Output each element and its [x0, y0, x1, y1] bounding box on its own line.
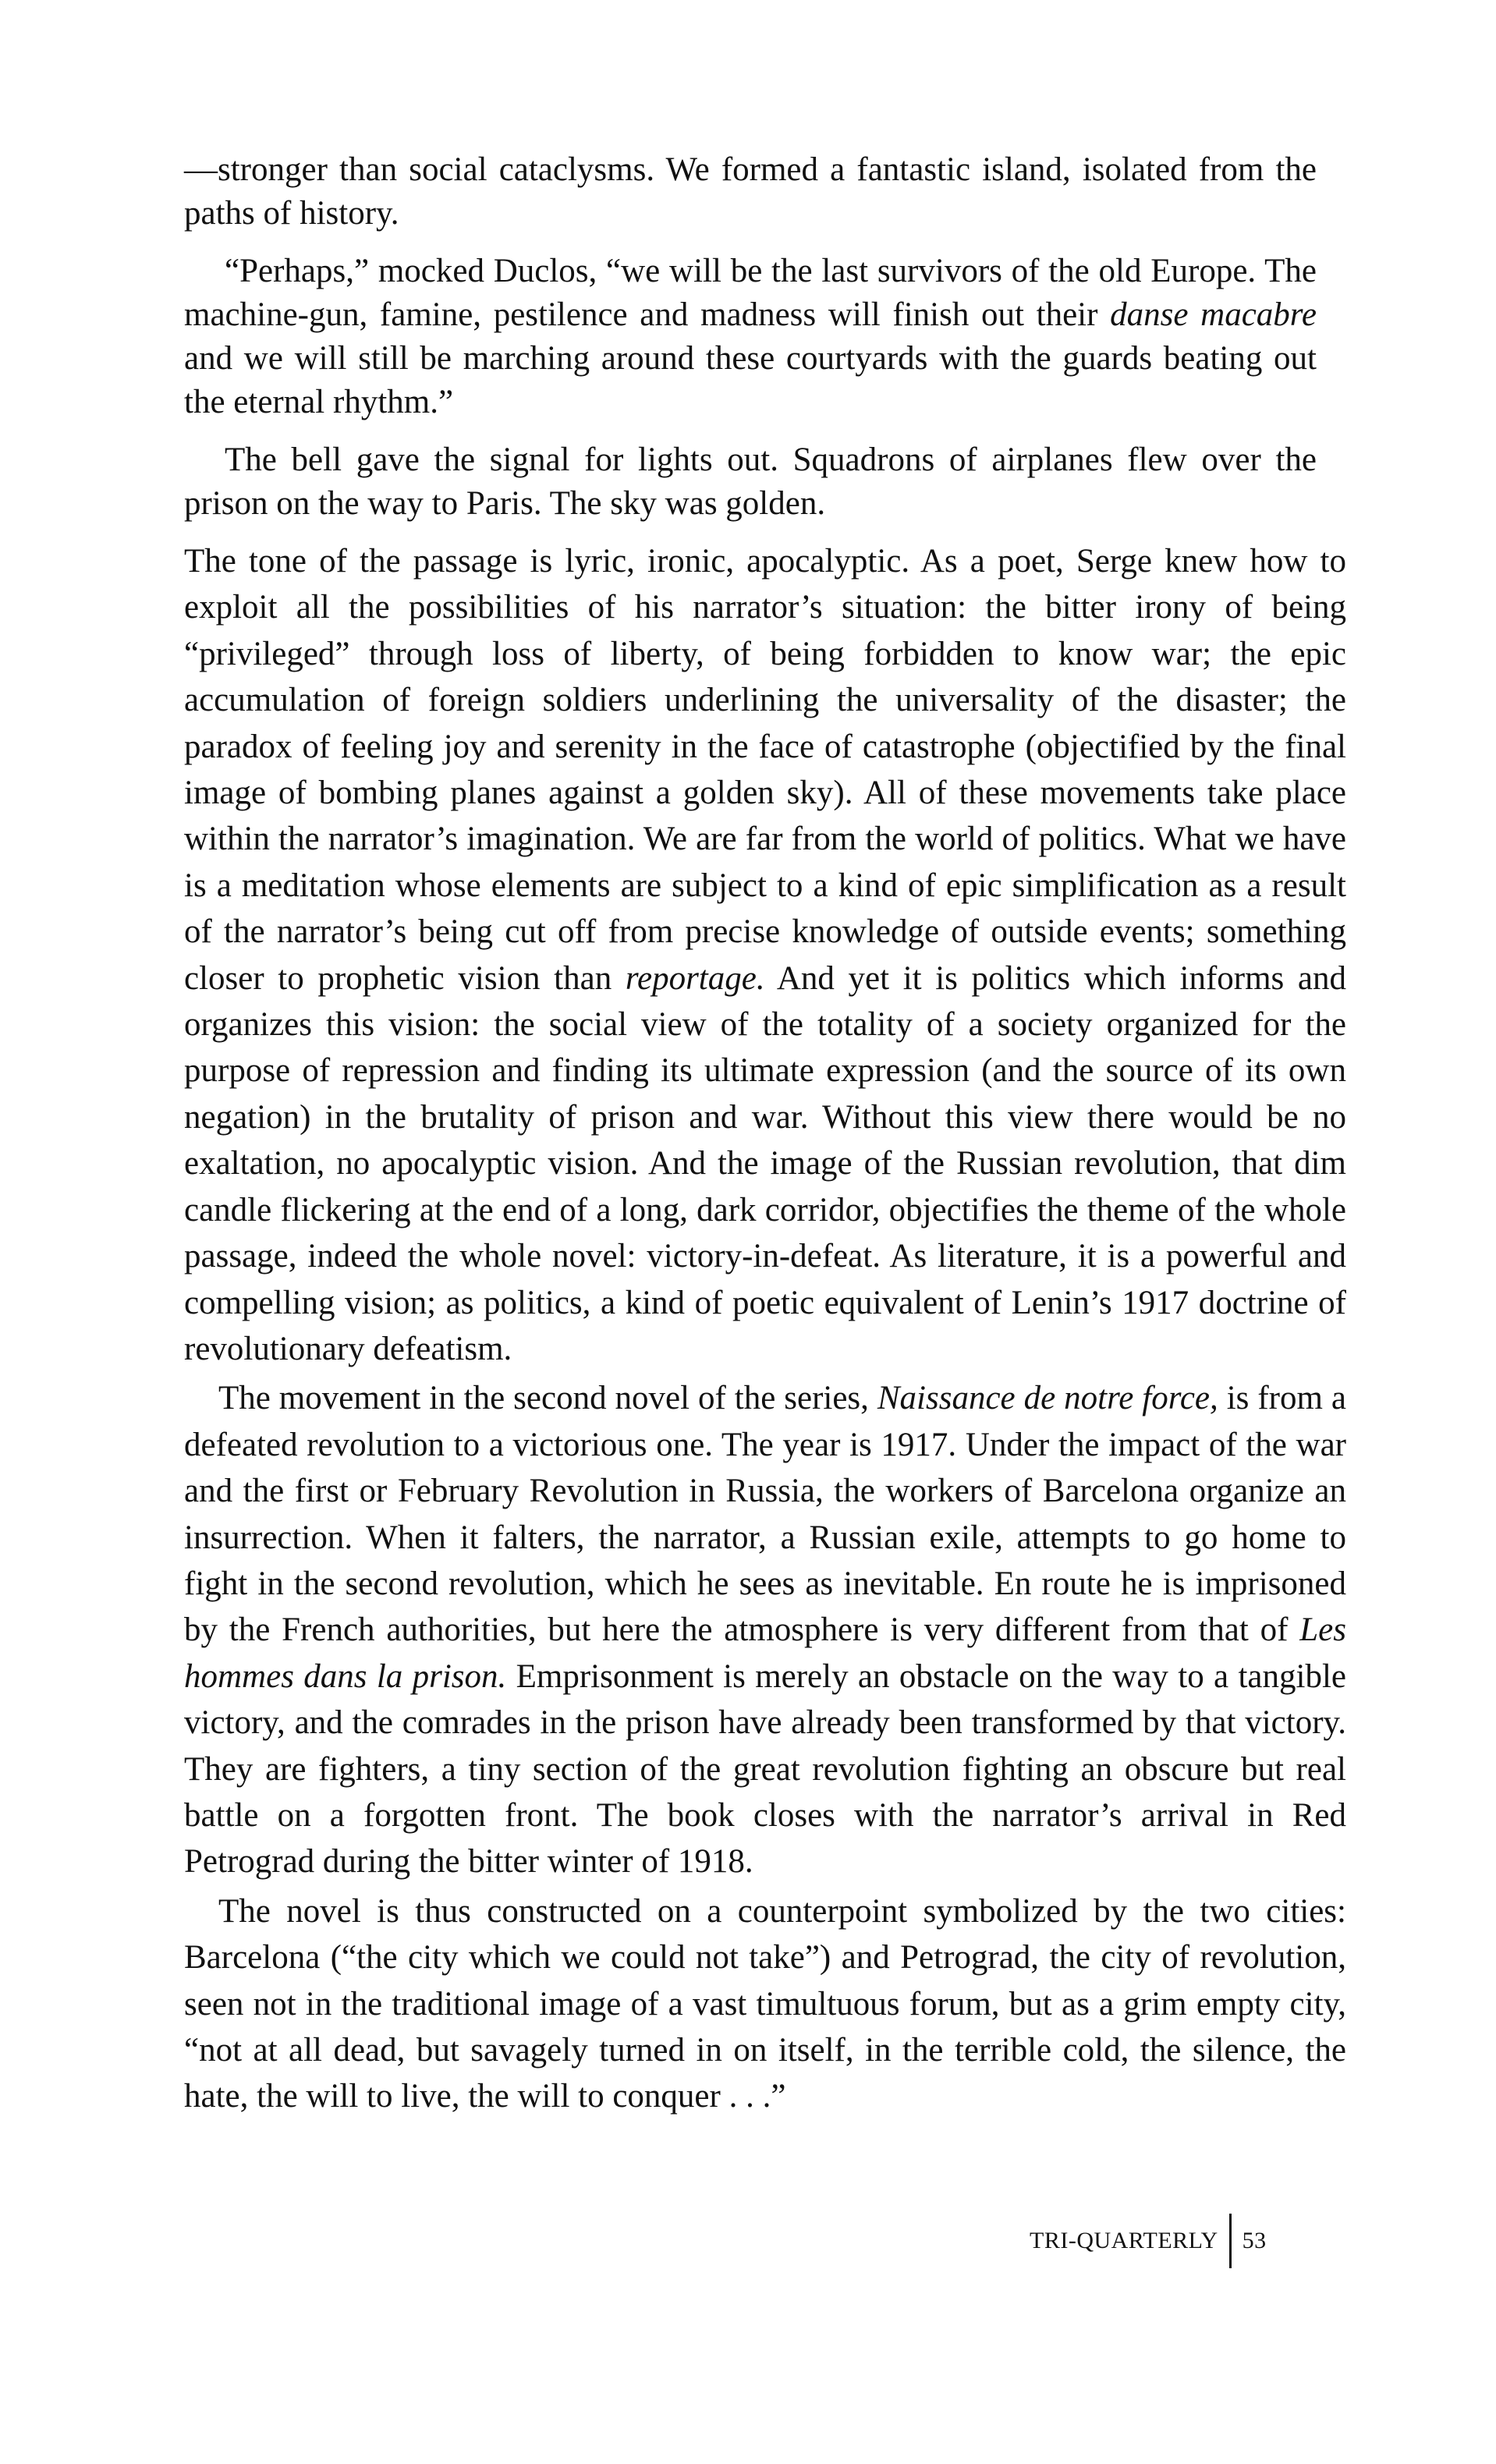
text-run: Emprisonment is merely an obstacle on the way to a tangible victory, and the comrades in the prison have already been transformed by that victory. They are fighters, a tiny section of the great revolution fighting an obscure but real battle on a forgotten front. The book closes with the narrator’s arrival in Red Petrograd during the bitter winter of 1918. [184, 1657, 1346, 1881]
journal-name: TRI-QUARTERLY [1030, 2228, 1218, 2253]
text-run: The bell gave the signal for lights out. Squadrons of airplanes flew over the prison on the way to Paris. The sky was golden. [184, 441, 1317, 522]
body-paragraph [184, 538, 1346, 1372]
text-run: is from a defeated revolution to a victorious one. The year is 1917. Under the impact of the war and the first or February Revolution in Russia, the workers of Barcelona organize an insurrection. When it falters, the narrator, a Russian exile, attempts to go home to fight in the second revolution, which he sees as inevitable. En route he is imprisoned by the French authorities, but here the atmosphere is very different from that of [184, 1380, 1346, 1649]
page-number: 53 [1242, 2228, 1267, 2253]
body-paragraph [184, 1888, 1346, 2120]
quote-paragraph [184, 438, 1317, 526]
page-footer [1030, 2214, 1267, 2268]
quote-paragraph [184, 148, 1317, 236]
text-run: The novel is thus constructed on a counterpoint symbolized by the two cities: Barcelona (“the city which we could not take”) and Petrograd, the city of revolution, seen not in the traditional image of a vast timultuous forum, but as a grim empty city, “not at all dead, but savagely turned in on itself, in the terrible cold, the silence, the hate, the will to live, the will to conquer . . .” [184, 1892, 1346, 2115]
text-run: “Perhaps,” mocked Duclos, “we will be the last survivors of the old Europe. The machine-gun, famine, pestilence and madness will finish out their [184, 253, 1317, 333]
text-run: The tone of the passage is lyric, ironic, apocalyptic. As a poet, Serge knew how to exploit all the possibilities of his narrator’s situation: the bitter irony of being “privileged” through loss of liberty, of being forbidden to know war; the epic accumulation of foreign soldiers underlining the universality of the disaster; the paradox of feeling joy and serenity in the face of catastrophe (objectified by the final image of bombing planes against a golden sky). All of these movements take place within the narrator’s imagination. We are far from the world of politics. What we have is a meditation whose elements are subject to a kind of epic simplification as a result of the narrator’s being cut off from precise knowledge of outside events; something closer to prophetic vision than [184, 543, 1346, 997]
body-text [184, 538, 1346, 2120]
italic-text: Naissance de notre force, [877, 1380, 1218, 1417]
text-run: And yet it is politics which informs and organizes this vision: the social view of the totality of a society organized for the purpose of repression and finding its ultimate expression (and the source of its own negation) in the brutality of prison and war. Without this view there would be no exaltation, no apocalyptic vision. And the image of the Russian revolution, that dim candle flickering at the end of a long, dark corridor, objectifies the theme of the whole passage, indeed the whole novel: victory-in-defeat. As literature, it is a powerful and compelling vision; as politics, a kind of poetic equivalent of Lenin’s 1917 doctrine of revolutionary defeatism. [184, 959, 1346, 1367]
italic-text: Les hommes dans la prison. [184, 1611, 1346, 1695]
block-quote [184, 148, 1317, 540]
text-run: The movement in the second novel of the series, [218, 1380, 877, 1417]
italic-text: reportage. [625, 959, 765, 997]
italic-text: danse macabre [1110, 296, 1317, 333]
text-run: —stronger than social cataclysms. We formed a fantastic island, isolated from the paths of history. [184, 151, 1317, 232]
text-run: and we will still be marching around these courtyards with the guards beating out the eternal rhythm.” [184, 340, 1317, 420]
quote-paragraph [184, 250, 1317, 424]
body-paragraph [184, 1375, 1346, 1884]
